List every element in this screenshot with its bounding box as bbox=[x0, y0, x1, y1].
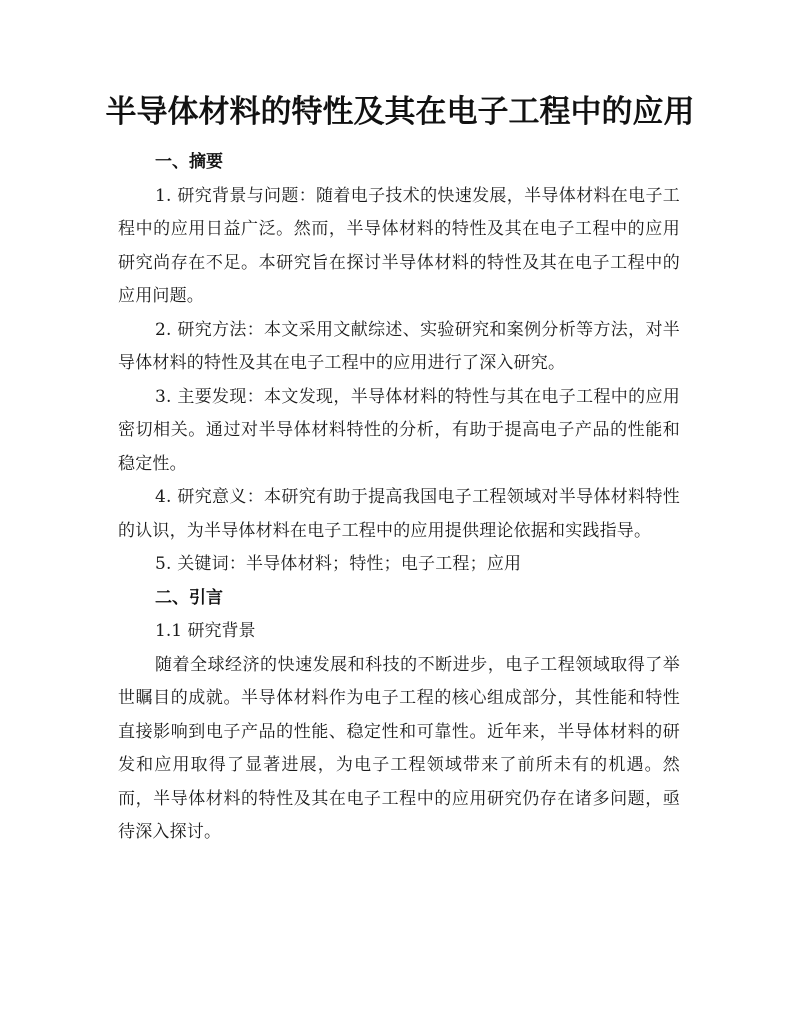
abstract-paragraph-keywords: 5. 关键词：半导体材料；特性；电子工程；应用 bbox=[155, 554, 522, 574]
document-title: 半导体材料的特性及其在电子工程中的应用 bbox=[105, 94, 695, 130]
section-heading-introduction: 二、引言 bbox=[155, 587, 223, 608]
section-heading-abstract: 一、摘要 bbox=[155, 152, 223, 172]
document-body bbox=[118, 146, 680, 850]
abstract-paragraph-findings: 3. 主要发现：本文发现，半导体材料的特性与其在电子工程中的应用密切相关。通过对半导体材料特性的分析，有助于提高电子产品的性能和稳定性。 bbox=[118, 386, 680, 474]
abstract-paragraph-significance: 4. 研究意义：本研究有助于提高我国电子工程领域对半导体材料特性的认识，为半导体材料在电子工程中的应用提供理论依据和实践指导。 bbox=[118, 487, 680, 541]
abstract-paragraph-background: 1. 研究背景与问题：随着电子技术的快速发展，半导体材料在电子工程中的应用日益广泛。然而，半导体材料的特性及其在电子工程中的应用研究尚存在不足。本研究旨在探讨半导体材料的特性及其在电子工程中的应用问题。 bbox=[118, 185, 680, 306]
abstract-paragraph-method: 2. 研究方法：本文采用文献综述、实验研究和案例分析等方法，对半导体材料的特性及其在电子工程中的应用进行了深入研究。 bbox=[118, 319, 680, 373]
subsection-heading-background: 1.1 研究背景 bbox=[155, 621, 256, 641]
introduction-paragraph: 随着全球经济的快速发展和科技的不断进步，电子工程领域取得了举世瞩目的成就。半导体材料作为电子工程的核心组成部分，其性能和特性直接影响到电子产品的性能、稳定性和可靠性。近年来，半导体材料的研发和应用取得了显著进展，为电子工程领域带来了前所未有的机遇。然而，半导体材料的特性及其在电子工程中的应用研究仍存在诸多问题，亟待深入探讨。 bbox=[118, 654, 680, 842]
